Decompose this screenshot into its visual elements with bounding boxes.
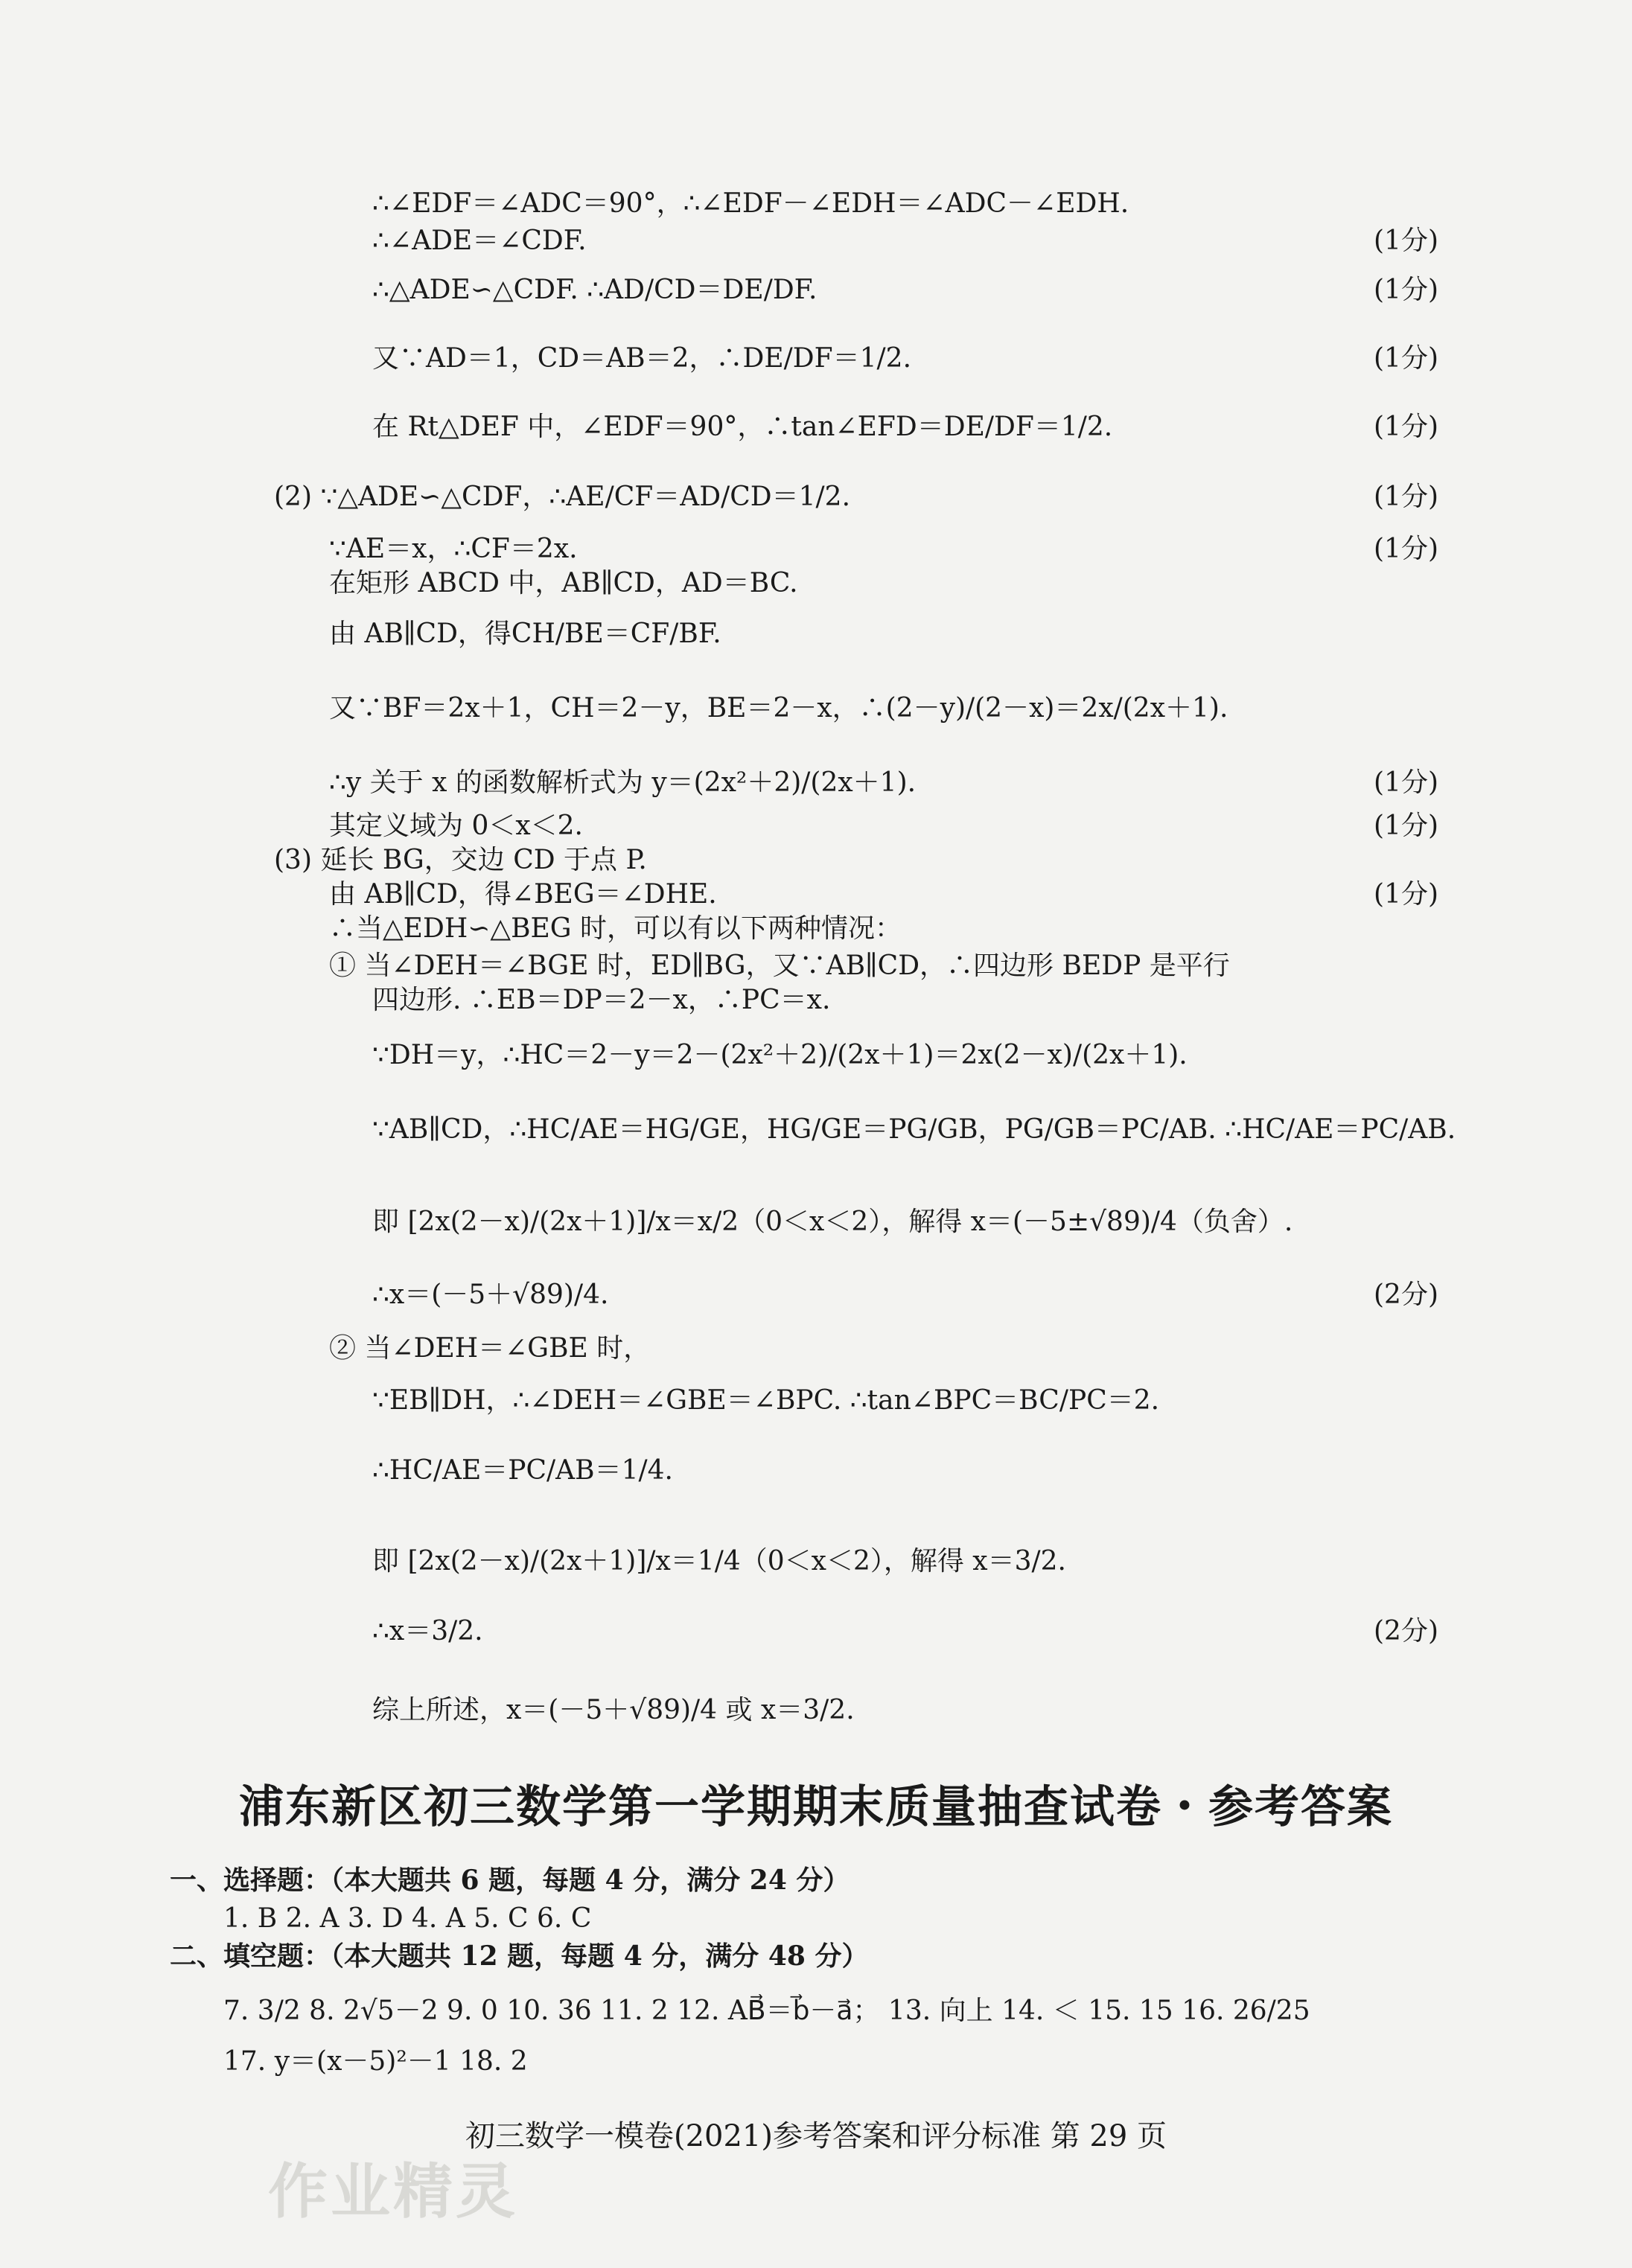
score-label: (1分) bbox=[1374, 412, 1438, 442]
solution-line: ∴x＝(－5＋√89)/4. bbox=[372, 1280, 609, 1310]
score-label: (1分) bbox=[1374, 534, 1438, 564]
solution-line: ∴△ADE∽△CDF. ∴AD/CD＝DE/DF. bbox=[372, 275, 817, 305]
solution-line: 其定义域为 0＜x＜2. bbox=[329, 811, 583, 841]
score-label: (1分) bbox=[1374, 226, 1438, 256]
solution-line: ∴当△EDH∽△BEG 时，可以有以下两种情况： bbox=[329, 913, 902, 944]
section-heading: 二、填空题：（本大题共 12 题，每题 4 分，满分 48 分） bbox=[170, 1940, 869, 1972]
solution-line: 又∵BF＝2x＋1，CH＝2－y，BE＝2－x，∴(2－y)/(2－x)＝2x/(2x＋1). bbox=[329, 693, 1228, 723]
answer-line: 1. B 2. A 3. D 4. A 5. C 6. C bbox=[223, 1903, 592, 1934]
solution-line: 在 Rt△DEF 中，∠EDF＝90°，∴tan∠EFD＝DE/DF＝1/2. bbox=[372, 412, 1113, 442]
solution-line: ∴HC/AE＝PC/AB＝1/4. bbox=[372, 1455, 673, 1486]
solution-line: 在矩形 ABCD 中，AB∥CD，AD＝BC. bbox=[329, 568, 798, 598]
solution-line: ① 当∠DEH＝∠BGE 时，ED∥BG，又∵AB∥CD，∴四边形 BEDP 是平行 bbox=[329, 951, 1230, 981]
solution-line: ∴∠ADE＝∠CDF. bbox=[372, 226, 587, 256]
solution-line: 即 [2x(2－x)/(2x＋1)]/x＝1/4（0＜x＜2），解得 x＝3/2. bbox=[372, 1546, 1066, 1577]
solution-line: ② 当∠DEH＝∠GBE 时， bbox=[329, 1333, 651, 1364]
page-footer: 初三数学一模卷(2021)参考答案和评分标准 第 29 页 bbox=[465, 2119, 1167, 2153]
solution-line: ∴∠EDF＝∠ADC＝90°，∴∠EDF－∠EDH＝∠ADC－∠EDH. bbox=[372, 188, 1129, 219]
solution-line: (2) ∵△ADE∽△CDF，∴AE/CF＝AD/CD＝1/2. bbox=[274, 482, 851, 512]
score-label: (1分) bbox=[1374, 343, 1438, 374]
solution-line: ∴y 关于 x 的函数解析式为 y＝(2x²＋2)/(2x＋1). bbox=[329, 767, 917, 798]
section-heading: 一、选择题：（本大题共 6 题，每题 4 分，满分 24 分） bbox=[170, 1865, 850, 1896]
score-label: (1分) bbox=[1374, 767, 1438, 798]
solution-line: ∵DH＝y，∴HC＝2－y＝2－(2x²＋2)/(2x＋1)＝2x(2－x)/(2x＋1). bbox=[372, 1040, 1188, 1070]
solution-line: ∵EB∥DH，∴∠DEH＝∠GBE＝∠BPC. ∴tan∠BPC＝BC/PC＝2. bbox=[372, 1385, 1160, 1416]
solution-line: ∵AE＝x，∴CF＝2x. bbox=[329, 534, 578, 564]
score-label: (1分) bbox=[1374, 811, 1438, 841]
score-label: (1分) bbox=[1374, 879, 1438, 910]
answer-line: 7. 3/2 8. 2√5－2 9. 0 10. 36 11. 2 12. AB⃗＝b⃗－a⃗； 13. 向上 14. ＜ 15. 15 16. 26/25 bbox=[223, 1996, 1310, 2026]
solution-line: ∵AB∥CD，∴HC/AE＝HG/GE，HG/GE＝PG/GB，PG/GB＝PC/AB. ∴HC/AE＝PC/AB. bbox=[372, 1114, 1456, 1145]
score-label: (1分) bbox=[1374, 482, 1438, 512]
solution-line: 四边形. ∴EB＝DP＝2－x，∴PC＝x. bbox=[372, 985, 831, 1015]
answer-line: 17. y＝(x－5)²－1 18. 2 bbox=[223, 2046, 528, 2077]
solution-line: (3) 延长 BG，交边 CD 于点 P. bbox=[274, 845, 647, 875]
solution-line: 即 [2x(2－x)/(2x＋1)]/x＝x/2（0＜x＜2），解得 x＝(－5±√89)/4（负舍）. bbox=[372, 1207, 1293, 1237]
score-label: (2分) bbox=[1374, 1616, 1438, 1646]
watermark: 作业精灵 bbox=[268, 2157, 518, 2226]
section-title: 浦东新区初三数学第一学期期末质量抽查试卷・参考答案 bbox=[239, 1781, 1393, 1833]
solution-line: 又∵AD＝1，CD＝AB＝2，∴DE/DF＝1/2. bbox=[372, 343, 912, 374]
solution-line: 由 AB∥CD，得∠BEG＝∠DHE. bbox=[329, 879, 717, 910]
solution-line: ∴x＝3/2. bbox=[372, 1616, 483, 1646]
score-label: (1分) bbox=[1374, 275, 1438, 305]
solution-line: 综上所述，x＝(－5＋√89)/4 或 x＝3/2. bbox=[372, 1695, 855, 1725]
solution-line: 由 AB∥CD，得CH/BE＝CF/BF. bbox=[329, 619, 721, 649]
score-label: (2分) bbox=[1374, 1280, 1438, 1310]
